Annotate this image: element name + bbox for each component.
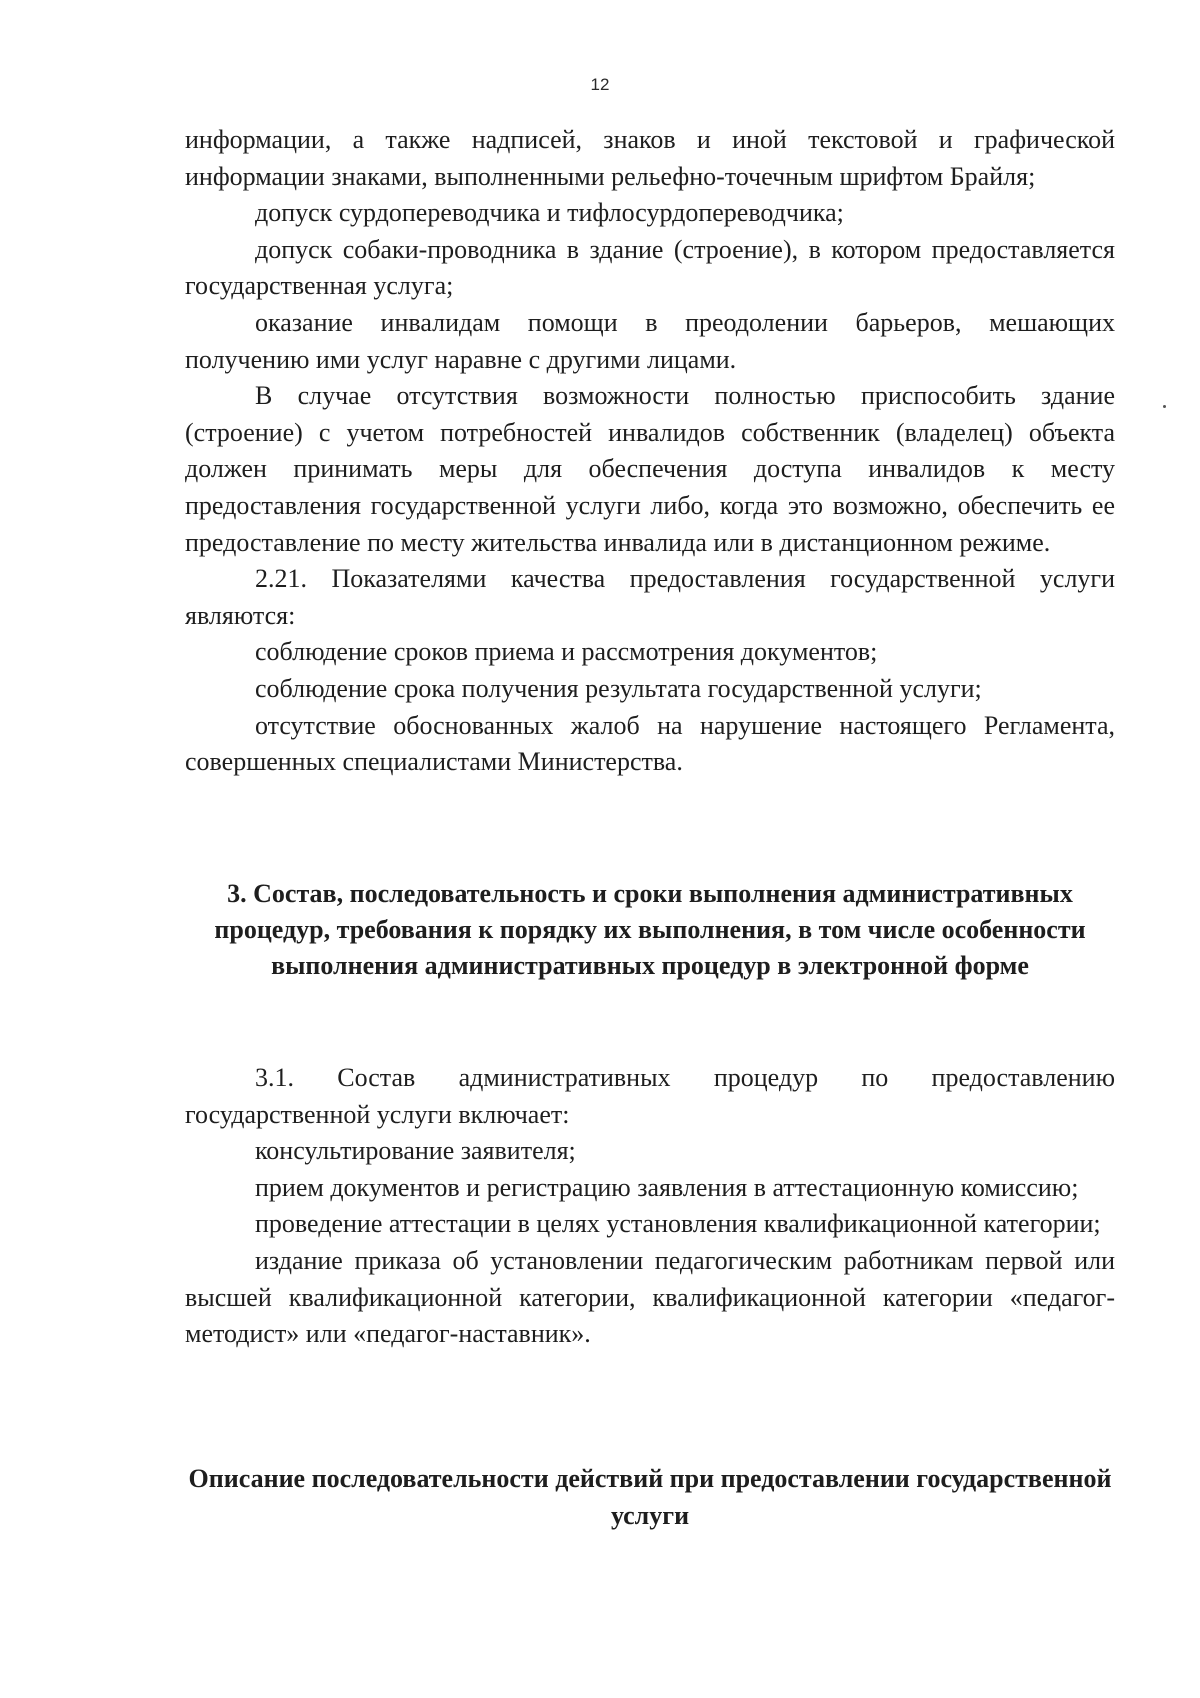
paragraph: консультирование заявителя; [255,1136,576,1166]
paragraph: В случае отсутствия возможности полностью приспособить здание (строение) с учетом потребностей инвалидов собственник (владелец) объекта должен принимать меры для обеспечения доступа инвалидов к месту предоставления государственной услуги либо, когда это возможно, обеспечить ее предоставление по месту жительства инвалида или в дистанционном режиме. [185,381,1115,557]
body-text-top [185,122,1115,781]
paragraph: оказание инвалидам помощи в преодолении барьеров, мешающих получению ими услуг наравне с другими лицами. [185,307,1115,374]
subsection-title: Описание последовательности действий при предоставлении государственной услуги [188,1464,1112,1530]
paragraph: допуск сурдопереводчика и тифлосурдопереводчика; [255,198,844,228]
body-text-bottom [185,1060,1115,1353]
paragraph: издание приказа об установлении педагогическим работникам первой или высшей квалификационной категории, квалификационной категории «педагог-методист» или «педагог-наставник». [185,1245,1115,1349]
paragraph: допуск собаки-проводника в здание (строение), в котором предоставляется государственная услуга; [185,234,1115,301]
paragraph: проведение аттестации в целях установления квалификационной категории; [255,1209,1101,1239]
paragraph: информации, а также надписей, знаков и иной текстовой и графической информации знаками, выполненными рельефно-точечным шрифтом Брайля; [185,125,1115,191]
page-number: 12 [590,75,610,94]
paragraph: отсутствие обоснованных жалоб на нарушение настоящего Регламента, совершенных специалистами Министерства. [185,710,1115,777]
scan-speck [1163,405,1166,408]
paragraph: 2.21. Показателями качества предоставления государственной услуги являются: [185,564,1115,630]
section-title: 3. Состав, последовательность и сроки выполнения административных процедур, требования к порядку их выполнения, в том числе особенности выполнения административных процедур в электронной форме [214,879,1086,980]
paragraph: 3.1. Состав административных процедур по предоставлению государственной услуги включает: [185,1063,1115,1129]
paragraph: соблюдение сроков приема и рассмотрения документов; [255,637,878,667]
paragraph: соблюдение срока получения результата государственной услуги; [255,673,982,703]
paragraph: прием документов и регистрацию заявления в аттестационную комиссию; [255,1172,1079,1202]
